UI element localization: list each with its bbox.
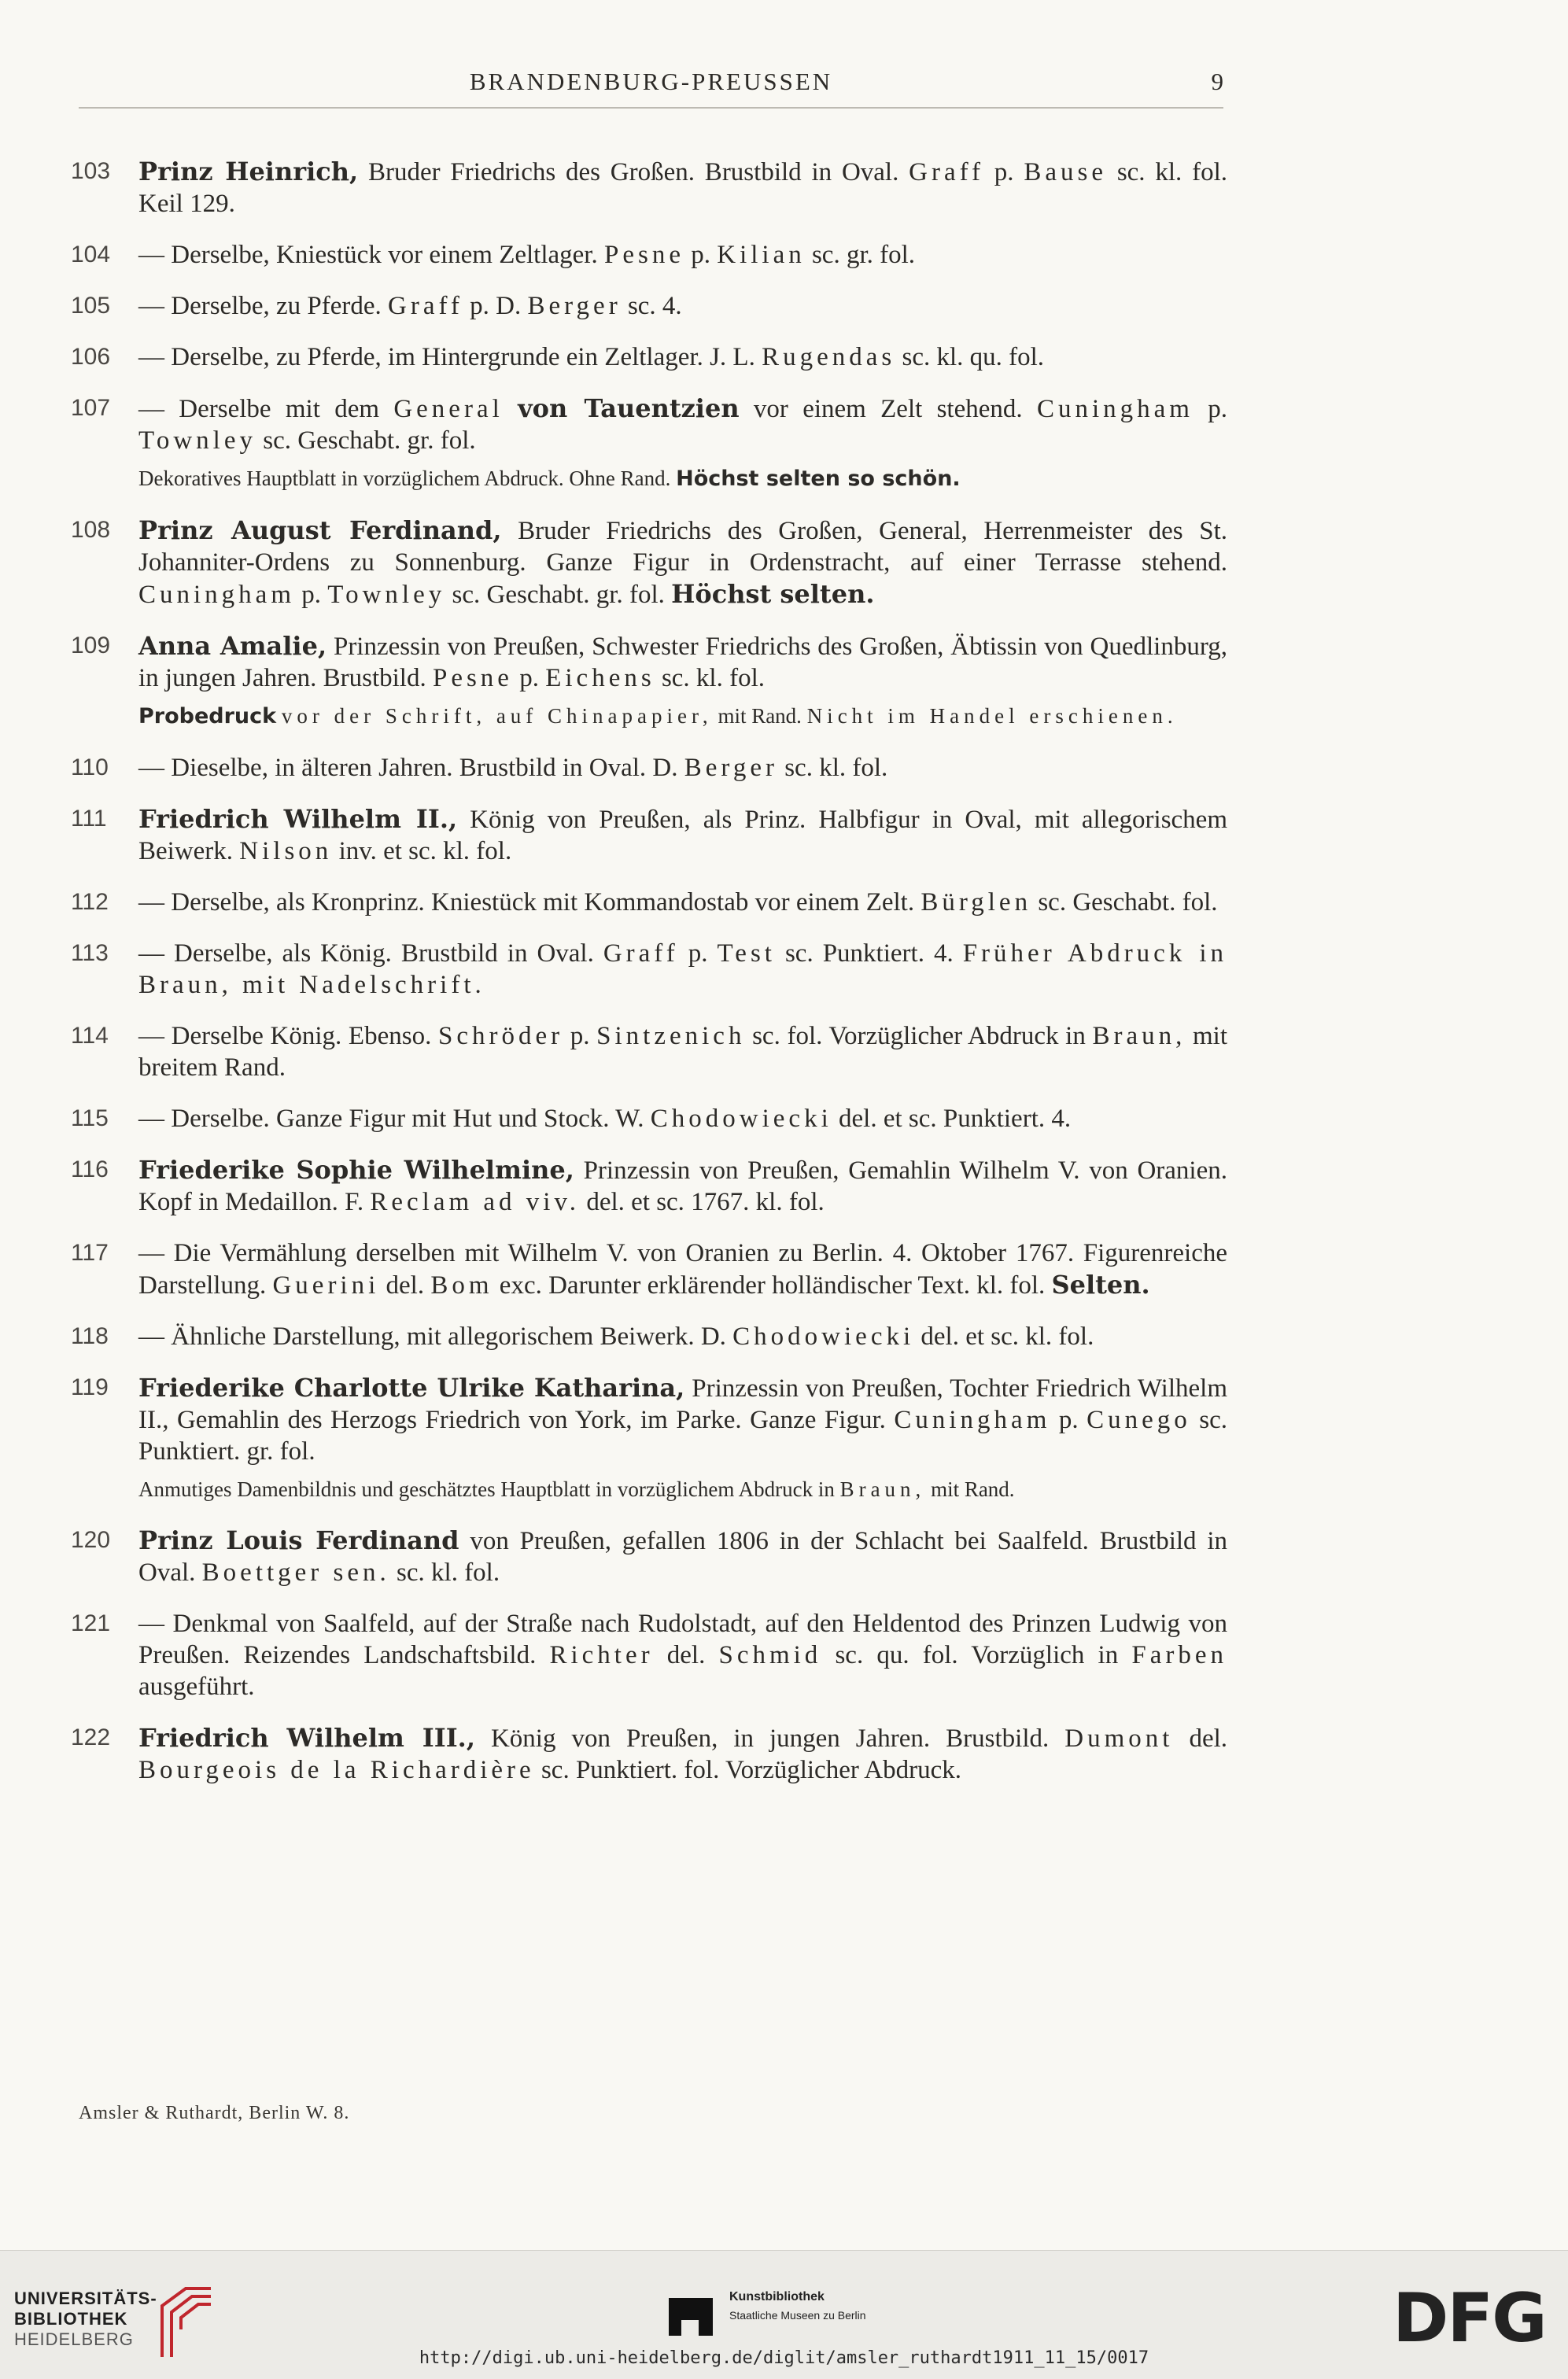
catalog-entry	[71, 239, 1227, 271]
entry-segment: inv. et sc. kl. fol.	[332, 837, 512, 865]
entry-segment: p.	[295, 581, 328, 609]
entry-number: 115	[71, 1105, 109, 1131]
entry-segment: — Derselbe, zu Pferde, im Hintergrunde ein Zeltlager. J. L.	[138, 343, 762, 371]
entry-segment: Bürglen	[921, 888, 1032, 917]
source-url[interactable]: http://digi.ub.uni-heidelberg.de/diglit/amsler_ruthardt1911_11_15/0017	[419, 2348, 1149, 2368]
entry-segment: sc. gr. fol.	[805, 241, 916, 269]
entry-segment: del.	[653, 1641, 719, 1669]
printer-imprint: Amsler & Ruthardt, Berlin W. 8.	[79, 2103, 350, 2123]
entry-segment: — Derselbe. Ganze Figur mit Hut und Stock. W.	[138, 1105, 651, 1133]
entry-text	[138, 515, 1227, 610]
entry-text	[138, 887, 1227, 918]
entry-segment: Chodowiecki	[732, 1322, 915, 1351]
entry-segment: König von Preußen, in jungen Jahren. Brustbild.	[474, 1724, 1065, 1753]
note-segment: vor der Schrift, auf Chinapapier,	[281, 704, 713, 728]
entry-segment: — Ähnliche Darstellung, mit allegorischem Beiwerk. D.	[138, 1322, 733, 1351]
entry-number: 109	[71, 633, 111, 658]
entry-segment: mit breitem Rand.	[138, 1022, 1228, 1082]
entry-segment: — Die Vermählung derselben mit Wilhelm V. von Oranien zu Berlin. 4. Oktober 1767. Figurenreiche Darstellung.	[138, 1239, 1227, 1300]
entry-text	[138, 938, 1227, 1001]
entry-segment: — Derselbe, zu Pferde.	[138, 292, 389, 320]
entry-heading: von Tauentzien	[518, 393, 740, 423]
page-number: 9	[1211, 68, 1223, 95]
entry-heading: Friedrich Wilhelm II.,	[138, 804, 458, 834]
entry-note	[138, 463, 1227, 495]
entry-segment: Nilson	[239, 837, 333, 865]
entry-segment	[504, 395, 518, 423]
entry-segment: Reclam ad viv.	[370, 1188, 581, 1216]
entry-number: 119	[71, 1374, 109, 1400]
entry-number: 114	[71, 1023, 109, 1049]
entry-heading: Anna Amalie,	[138, 631, 327, 661]
entry-number: 113	[71, 940, 109, 966]
entry-segment: Prinzessin von Preußen, Schwester Friedrichs des Großen, Äbtissin von Quedlinburg, in jungen Jahren. Brustbild.	[138, 633, 1227, 692]
university-library-name: UNIVERSITÄTS- BIBLIOTHEK HEIDELBERG	[14, 2289, 157, 2349]
catalog-entry	[71, 1372, 1227, 1505]
entry-segment: — Derselbe, als Kronprinz. Kniestück mit Kommandostab vor einem Zelt.	[138, 888, 921, 917]
entry-segment: Guerini	[272, 1271, 380, 1300]
entry-segment: sc. Punktiert. 4.	[775, 939, 963, 968]
entry-segment: Boettger sen.	[201, 1558, 390, 1587]
entry-segment: p.	[1050, 1406, 1087, 1434]
catalog-entries	[71, 156, 1227, 1805]
entry-segment: Cuningham	[138, 581, 295, 609]
entry-segment: p.	[684, 241, 718, 269]
entry-number: 116	[71, 1156, 109, 1182]
entry-heading: Prinz August Ferdinand,	[138, 515, 502, 545]
entry-segment: Graff	[603, 939, 679, 968]
entry-segment: sc. kl. fol. Keil 129.	[138, 158, 1227, 218]
entry-heading: Prinz Heinrich,	[138, 157, 359, 186]
entry-segment: Bruder Friedrichs des Großen. Brustbild in Oval.	[358, 158, 909, 186]
entry-note	[138, 700, 1227, 732]
entry-segment: sc. Geschabt. gr. fol.	[256, 426, 476, 455]
kunstbibliothek-logo-icon	[667, 2296, 714, 2337]
running-title: BRANDENBURG-PREUSSEN	[469, 68, 833, 95]
entry-heading: Selten.	[1051, 1270, 1150, 1300]
entry-text	[138, 1154, 1227, 1218]
entry-segment: p.	[678, 939, 718, 968]
entry-segment: Cuningham	[1036, 395, 1194, 423]
entry-segment: p. D.	[463, 292, 528, 320]
catalog-entry	[71, 341, 1227, 373]
entry-text	[138, 1020, 1227, 1083]
note-segment: Dekoratives Hauptblatt in vorzüglichem Abdruck. Ohne Rand.	[138, 467, 677, 490]
entry-text	[138, 1525, 1227, 1588]
entry-segment: Schmid	[718, 1641, 822, 1669]
entry-segment: Graff	[909, 158, 984, 186]
entry-segment: sc. fol. Vorzüglicher Abdruck in	[745, 1022, 1093, 1050]
entry-segment: p.	[512, 664, 546, 692]
catalog-entry	[71, 1154, 1227, 1218]
running-header	[79, 68, 1223, 109]
entry-segment: — Derselbe mit dem	[138, 395, 394, 423]
entry-number: 107	[71, 395, 111, 421]
entry-text	[138, 393, 1227, 456]
entry-number: 118	[71, 1323, 109, 1349]
catalog-entry	[71, 1722, 1227, 1786]
entry-segment: sc. kl. fol.	[389, 1558, 500, 1587]
entry-text	[138, 290, 1227, 322]
entry-text	[138, 1608, 1227, 1702]
entry-text	[138, 803, 1227, 867]
entry-text	[138, 239, 1227, 271]
entry-segment: exc. Darunter erklärender holländischer Text. kl. fol.	[493, 1271, 1052, 1300]
entry-segment: Sintzenich	[596, 1022, 746, 1050]
entry-segment: sc. Geschabt. fol.	[1031, 888, 1218, 917]
entry-text	[138, 630, 1227, 694]
entry-number: 112	[71, 889, 109, 915]
entry-segment: Schröder	[437, 1022, 564, 1050]
entry-text	[138, 1237, 1227, 1301]
digitization-footer	[0, 2250, 1568, 2379]
note-segment	[276, 704, 282, 728]
note-segment: Anmutiges Damenbildnis und geschätztes Hauptblatt in vorzüglichem Abdruck in	[138, 1477, 840, 1501]
entry-heading: Friedrich Wilhelm III.,	[138, 1723, 475, 1753]
entry-segment: Test	[717, 939, 776, 968]
catalog-entry	[71, 1608, 1227, 1702]
entry-segment: Berger	[527, 292, 622, 320]
entry-text	[138, 1372, 1227, 1467]
entry-segment: Farben	[1131, 1641, 1227, 1669]
entry-text	[138, 341, 1227, 373]
entry-segment: sc. Geschabt. gr. fol.	[445, 581, 672, 609]
catalog-entry	[71, 290, 1227, 322]
entry-number: 110	[71, 754, 109, 780]
entry-segment: vor einem Zelt stehend.	[739, 395, 1037, 423]
note-segment: Probedruck	[138, 704, 277, 728]
entry-segment: sc. kl. fol.	[655, 664, 766, 692]
entry-segment: Rugendas	[762, 343, 896, 371]
catalog-entry	[71, 156, 1227, 219]
kunstbibliothek-name: Kunstbibliothek Staatliche Museen zu Berlin	[729, 2290, 866, 2322]
entry-segment: — Denkmal von Saalfeld, auf der Straße nach Rudolstadt, auf den Heldentod des Prinzen Ludwig von Preußen. Reizendes Landschaftsbild.	[138, 1610, 1227, 1669]
entry-segment: Pesne	[603, 241, 684, 269]
entry-segment: Bause	[1024, 158, 1108, 186]
entry-segment: sc. kl. qu. fol.	[895, 343, 1045, 371]
entry-segment: Eichens	[545, 664, 655, 692]
entry-segment: — Derselbe, als König. Brustbild in Oval.	[138, 939, 603, 968]
entry-segment: Bruder Friedrichs des Großen, General, Herrenmeister des St. Johanniter-Ordens zu Sonnenburg. Ganze Figur in Ordenstracht, auf einer Terrasse stehend.	[138, 517, 1227, 577]
entry-number: 108	[71, 517, 111, 543]
catalog-entry	[71, 1237, 1227, 1301]
entry-segment: p.	[563, 1022, 597, 1050]
catalog-entry	[71, 515, 1227, 610]
entry-number: 122	[71, 1724, 111, 1750]
note-segment: Höchst selten so schön.	[676, 467, 961, 491]
entry-segment: — Dieselbe, in älteren Jahren. Brustbild in Oval. D.	[138, 754, 684, 782]
catalog-entry	[71, 1020, 1227, 1083]
entry-segment: Braun,	[1092, 1022, 1186, 1050]
entry-heading: Prinz Louis Ferdinand	[138, 1525, 459, 1555]
catalog-entry	[71, 1525, 1227, 1588]
entry-number: 104	[71, 242, 111, 267]
entry-text	[138, 752, 1227, 784]
entry-number: 117	[71, 1240, 109, 1266]
entry-segment: p.	[984, 158, 1024, 186]
entry-segment: Pesne	[432, 664, 513, 692]
entry-segment: Townley	[327, 581, 446, 609]
entry-heading: Friederike Charlotte Ulrike Katharina,	[138, 1373, 685, 1403]
entry-segment: del. et sc. Punktiert. 4.	[832, 1105, 1072, 1133]
catalog-entry	[71, 752, 1227, 784]
entry-segment: — Derselbe König. Ebenso.	[138, 1022, 438, 1050]
entry-segment: Kilian	[717, 241, 806, 269]
catalog-entry	[71, 1103, 1227, 1134]
entry-segment: del. et sc. 1767. kl. fol.	[580, 1188, 825, 1216]
entry-segment: General	[393, 395, 504, 423]
catalog-entry	[71, 630, 1227, 732]
entry-segment: von Preußen, gefallen 1806 in der Schlacht bei Saalfeld. Brustbild in Oval.	[138, 1527, 1228, 1587]
catalog-entry	[71, 1321, 1227, 1352]
entry-number: 105	[71, 293, 111, 319]
entry-segment: Bourgeois de la Richardière	[138, 1756, 535, 1784]
entry-segment: Cunego	[1087, 1406, 1191, 1434]
entry-segment: — Derselbe, Kniestück vor einem Zeltlager.	[138, 241, 604, 269]
entry-segment: Cuningham	[894, 1406, 1051, 1434]
catalog-entry	[71, 887, 1227, 918]
entry-text	[138, 1103, 1227, 1134]
entry-number: 121	[71, 1610, 111, 1636]
entry-segment: Dumont	[1064, 1724, 1174, 1753]
note-segment: Nicht im Handel erschienen.	[806, 704, 1178, 728]
entry-segment: sc. Punktiert. fol. Vorzüglicher Abdruck.	[534, 1756, 961, 1784]
entry-heading: Friederike Sophie Wilhelmine,	[138, 1155, 574, 1185]
entry-segment: Townley	[138, 426, 257, 455]
entry-text	[138, 1321, 1227, 1352]
note-segment: mit Rand.	[925, 1477, 1015, 1501]
entry-note	[138, 1474, 1227, 1505]
entry-number: 111	[71, 806, 107, 832]
entry-segment: Prinzessin von Preußen, Tochter Friedrich Wilhelm II., Gemahlin des Herzogs Friedrich von York, im Parke. Ganze Figur.	[138, 1374, 1227, 1434]
entry-segment: p.	[1193, 395, 1228, 423]
entry-segment: König von Preußen, als Prinz. Halbfigur in Oval, mit allegorischem Beiwerk.	[138, 806, 1228, 865]
entry-text	[138, 156, 1227, 219]
catalog-entry	[71, 803, 1227, 867]
entry-heading: Höchst selten.	[671, 579, 875, 609]
entry-segment: del. et sc. kl. fol.	[914, 1322, 1094, 1351]
entry-segment: del.	[379, 1271, 431, 1300]
note-segment: mit Rand.	[712, 704, 807, 728]
entry-segment: Prinzessin von Preußen, Gemahlin Wilhelm V. von Oranien. Kopf in Medaillon. F.	[138, 1156, 1228, 1216]
note-segment: Braun,	[839, 1477, 926, 1501]
entry-segment: sc. 4.	[621, 292, 682, 320]
entry-number: 106	[71, 344, 111, 370]
entry-segment: Chodowiecki	[650, 1105, 832, 1133]
catalog-entry	[71, 393, 1227, 495]
entry-segment: sc. kl. fol.	[777, 754, 888, 782]
entry-segment: ausgeführt.	[138, 1673, 255, 1701]
entry-segment: Berger	[684, 754, 778, 782]
entry-number: 120	[71, 1527, 111, 1553]
entry-segment: sc. Punktiert. gr. fol.	[138, 1406, 1228, 1466]
entry-segment: Richter	[549, 1641, 654, 1669]
entry-text	[138, 1722, 1227, 1786]
entry-segment: del.	[1173, 1724, 1228, 1753]
catalog-entry	[71, 938, 1227, 1001]
entry-segment: Früher Abdruck in Braun, mit Nadelschrift.	[138, 939, 1227, 999]
entry-number: 103	[71, 158, 111, 184]
entry-segment: sc. qu. fol. Vorzüglich in	[821, 1641, 1132, 1669]
dfg-logo: DFG	[1393, 2279, 1546, 2358]
entry-segment: Bom	[430, 1271, 493, 1300]
entry-segment: Graff	[388, 292, 463, 320]
